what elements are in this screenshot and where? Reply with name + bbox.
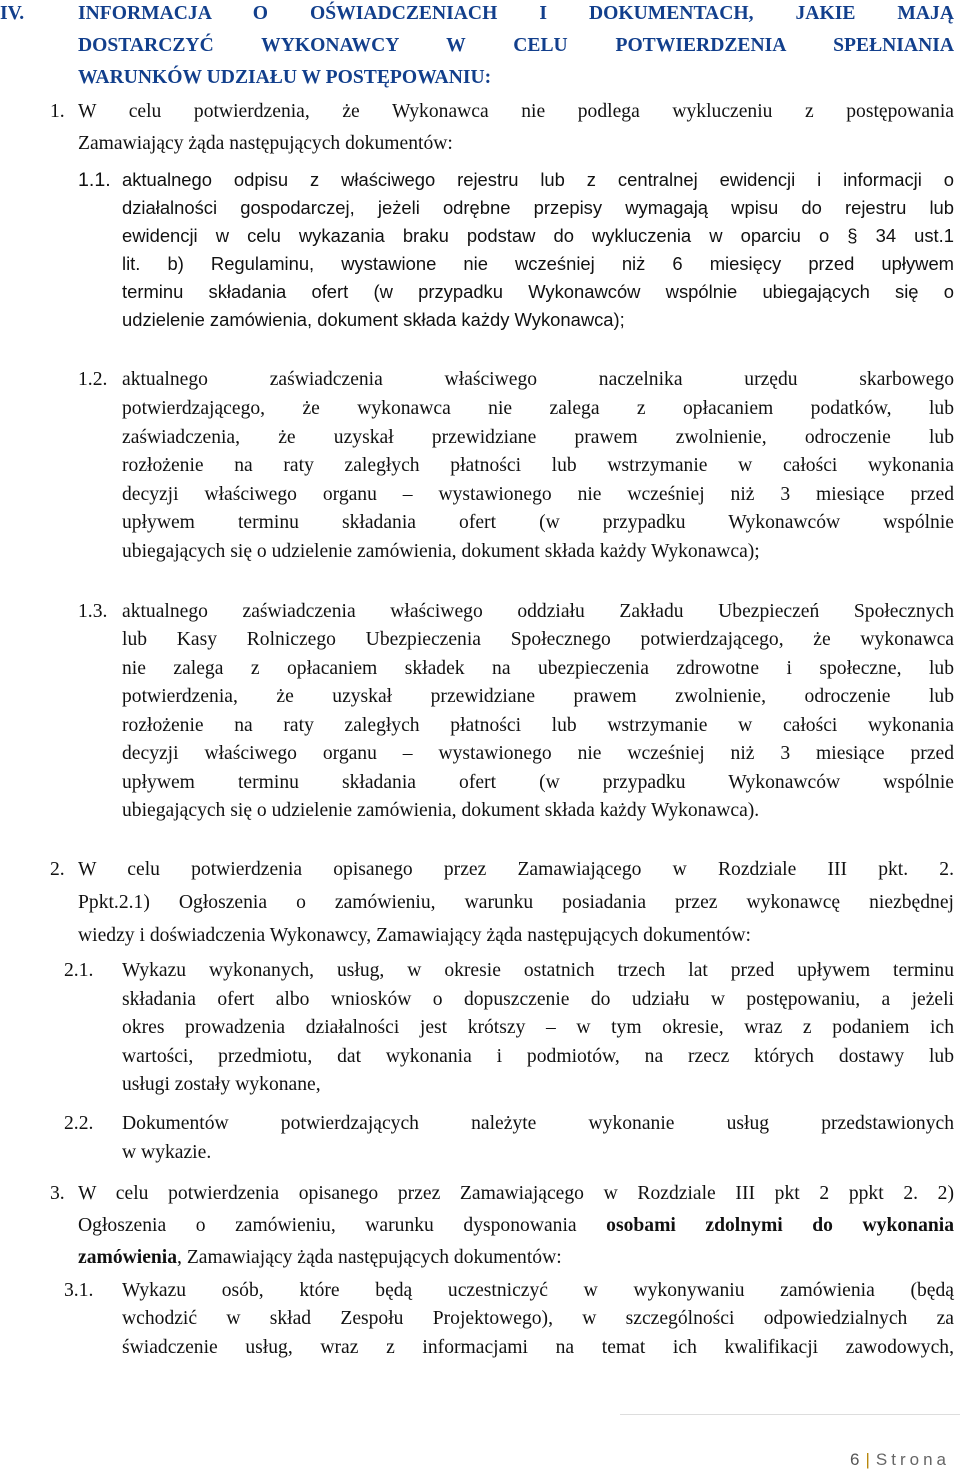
item-1-3-line: lub Kasy Rolniczego Ubezpieczenia Społecznego potwierdzającego, że wykonawca <box>122 629 954 650</box>
item-1-1-line: działalności gospodarczej, jeżeli odrębne przepisy wymagają wpisu do rejestru lub <box>122 197 954 218</box>
page-footer <box>850 1450 950 1470</box>
section-title-line: INFORMACJA O OŚWIADCZENIACH I DOKUMENTACH, JAKIE MAJĄ <box>78 3 954 24</box>
item-3-emphasis: osobami zdolnymi do wykonania <box>606 1215 954 1236</box>
item-1-2-line: zaświadczenia, że uzyskał przewidziane prawem zwolnienie, odroczenie lub <box>122 427 954 448</box>
footer-separator: | <box>865 1450 870 1469</box>
item-3-line <box>78 1212 954 1240</box>
item-1-2-line: aktualnego zaświadczenia właściwego naczelnika urzędu skarbowego <box>122 369 954 390</box>
item-1-3-line: aktualnego zaświadczenia właściwego oddziału Zakładu Ubezpieczeń Społecznych <box>122 601 954 622</box>
item-1-2-line: decyzji właściwego organu – wystawionego nie wcześniej niż 3 miesiące przed <box>122 484 954 505</box>
item-2-line: wiedzy i doświadczenia Wykonawcy, Zamawiający żąda następujących dokumentów: <box>78 925 751 946</box>
item-1-3-line: upływem terminu składania ofert (w przypadku Wykonawców wspólnie <box>122 772 954 793</box>
item-number-2: 2. <box>50 859 65 880</box>
item-1-2-line: ubiegających się o udzielenie zamówienia, dokument składa każdy Wykonawca); <box>122 541 760 562</box>
item-number-1: 1. <box>50 101 65 122</box>
item-2-1-line: składania ofert albo wniosków o dopuszczenie do udziału w postępowaniu, a jeżeli <box>122 989 954 1010</box>
item-2-1-line: okres prowadzenia działalności jest krótszy – w tym okresie, wraz z podaniem ich <box>122 1017 954 1038</box>
item-3-1-line: Wykazu osób, które będą uczestniczyć w wykonywaniu zamówienia (będą <box>122 1280 954 1301</box>
item-3-line: W celu potwierdzenia opisanego przez Zamawiającego w Rozdziale III pkt 2 ppkt 2. 2) <box>78 1183 954 1204</box>
item-1-2-line: upływem terminu składania ofert (w przypadku Wykonawców wspólnie <box>122 512 954 533</box>
item-3-1-line: wchodzić w skład Zespołu Projektowego), w szczególności odpowiedzialnych za <box>122 1308 954 1329</box>
section-title-line: DOSTARCZYĆ WYKONAWCY W CELU POTWIERDZENIA SPEŁNIANIA <box>78 35 954 56</box>
item-2-2-line: Dokumentów potwierdzających należyte wykonanie usług przedstawionych <box>122 1113 954 1134</box>
item-2-1-line: usługi zostały wykonane, <box>122 1074 321 1095</box>
item-2-line: W celu potwierdzenia opisanego przez Zamawiającego w Rozdziale III pkt. 2. <box>78 859 954 880</box>
section-title-line: WARUNKÓW UDZIAŁU W POSTĘPOWANIU: <box>78 67 492 88</box>
item-1-1-line: udzielenie zamówienia, dokument składa każdy Wykonawca); <box>122 309 625 330</box>
item-number-1-2: 1.2. <box>78 369 108 390</box>
page-label: Strona <box>875 1450 950 1469</box>
item-number-3-1: 3.1. <box>64 1280 94 1301</box>
item-1-1-line: lit. b) Regulaminu, wystawione nie wcześniej niż 6 miesięcy przed upływem <box>122 253 954 274</box>
section-numeral: IV. <box>0 3 25 24</box>
item-1-1-line: ewidencji w celu wykazania braku podstaw do wykluczenia w oparciu o § 34 ust.1 <box>122 225 954 246</box>
item-3-text: Ogłoszenia o zamówieniu, warunku dysponowania <box>78 1215 607 1236</box>
item-number-1-1: 1.1. <box>78 169 111 191</box>
item-1-3-line: ubiegających się o udzielenie zamówienia, dokument składa każdy Wykonawca). <box>122 800 760 821</box>
item-number-2-1: 2.1. <box>64 960 94 981</box>
item-1-1-line: aktualnego odpisu z właściwego rejestru lub z centralnej ewidencji i informacji o <box>122 169 954 190</box>
item-3-emphasis: zamówienia <box>78 1247 178 1268</box>
item-number-2-2: 2.2. <box>64 1113 94 1134</box>
item-1-3-line: decyzji właściwego organu – wystawionego nie wcześniej niż 3 miesiące przed <box>122 743 954 764</box>
item-1-3-line: nie zalega z opłacaniem składek na ubezpieczenia zdrowotne i społeczne, lub <box>122 658 954 679</box>
item-2-1-line: wartości, przedmiotu, dat wykonania i podmiotów, na rzecz których dostawy lub <box>122 1046 954 1067</box>
page-number: 6 <box>850 1450 860 1469</box>
item-number-1-3: 1.3. <box>78 601 108 622</box>
item-3-line <box>78 1244 562 1272</box>
item-3-1-line: świadczenie usług, wraz z informacjami na temat ich kwalifikacji zawodowych, <box>122 1337 954 1358</box>
item-1-line: W celu potwierdzenia, że Wykonawca nie podlega wykluczeniu z postępowania <box>78 101 954 122</box>
item-number-3: 3. <box>50 1183 65 1204</box>
item-1-3-line: rozłożenie na raty zaległych płatności lub wstrzymanie w całości wykonania <box>122 715 954 736</box>
item-2-2-line: w wykazie. <box>122 1142 212 1163</box>
item-3-text: , Zamawiający żąda następujących dokumentów: <box>177 1247 562 1268</box>
footer-divider <box>620 1414 960 1415</box>
item-1-2-line: potwierdzającego, że wykonawca nie zalega z opłacaniem podatków, lub <box>122 398 954 419</box>
item-1-3-line: potwierdzenia, że uzyskał przewidziane prawem zwolnienie, odroczenie lub <box>122 686 954 707</box>
item-1-1-line: terminu składania ofert (w przypadku Wykonawców wspólnie ubiegających się o <box>122 281 954 302</box>
item-2-1-line: Wykazu wykonanych, usług, w okresie ostatnich trzech lat przed upływem terminu <box>122 960 954 981</box>
item-1-line: Zamawiający żąda następujących dokumentów: <box>78 133 453 154</box>
item-2-line: Ppkt.2.1) Ogłoszenia o zamówieniu, warunku posiadania przez wykonawcę niezbędnej <box>78 892 954 913</box>
item-1-2-line: rozłożenie na raty zaległych płatności lub wstrzymanie w całości wykonania <box>122 455 954 476</box>
